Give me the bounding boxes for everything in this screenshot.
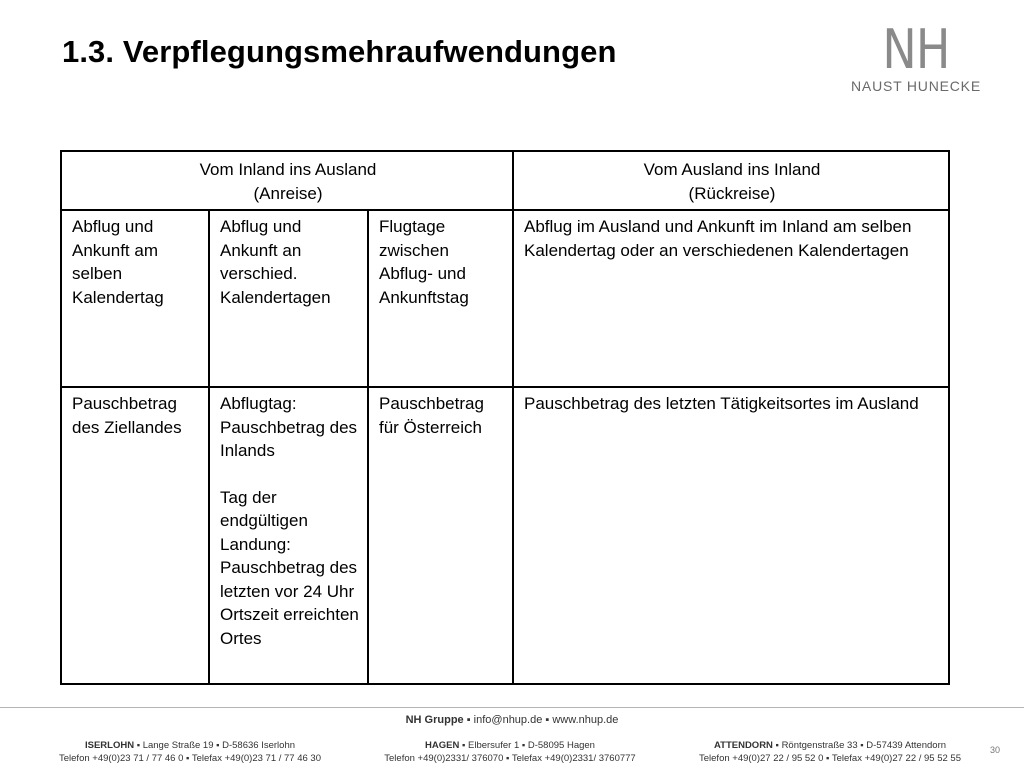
table-row — [61, 210, 949, 387]
table-cell: Pauschbetrag des letzten Tätigkeitsortes im Ausland — [513, 387, 949, 684]
table-cell: Pauschbetrag für Österreich — [368, 387, 513, 684]
header-outbound: Vom Inland ins Ausland (Anreise) — [61, 151, 513, 210]
footer-location-attendorn: ATTENDORN ▪ Röntgenstraße 33 ▪ D-57439 Attendorn Telefon +49(0)27 22 / 95 52 0 ▪ Telefax +49(0)27 22 / 95 52 55 — [699, 740, 961, 764]
table-cell: Flugtage zwischen Abflug- und Ankunftstag — [368, 210, 513, 387]
cell-text-landing: Tag der endgültigen Landung: Pauschbetrag des letzten vor 24 Uhr Ortszeit erreichten Ortes — [220, 487, 359, 648]
header-return: Vom Ausland ins Inland (Rückreise) — [513, 151, 949, 210]
table-cell: Abflug im Ausland und Ankunft im Inland am selben Kalendertag oder an verschiedenen Kalendertagen — [513, 210, 949, 387]
logo-name: NAUST HUNECKE — [851, 78, 981, 94]
cell-text-departure: Abflugtag: Pauschbetrag des Inlands — [220, 394, 358, 460]
table-cell — [209, 387, 368, 684]
footer-location-iserlohn: ISERLOHN ▪ Lange Straße 19 ▪ D-58636 Iserlohn Telefon +49(0)23 71 / 77 46 0 ▪ Telefax +49(0)23 71 / 77 46 30 — [59, 740, 321, 764]
table-row — [61, 387, 949, 684]
table-cell: Abflug und Ankunft an verschied. Kalendertagen — [209, 210, 368, 387]
footer-location-hagen: HAGEN ▪ Elbersufer 1 ▪ D-58095 Hagen Telefon +49(0)2331/ 376070 ▪ Telefax +49(0)2331/ 3760777 — [384, 740, 636, 764]
table-cell: Abflug und Ankunft am selben Kalendertag — [61, 210, 209, 387]
table-header-row — [61, 151, 949, 210]
company-logo — [836, 18, 996, 102]
meal-allowance-table — [60, 150, 950, 685]
page-title: 1.3. Verpflegungsmehraufwendungen — [62, 34, 617, 69]
footer-divider — [0, 707, 1024, 708]
footer-contact: NH Gruppe ▪ info@nhup.de ▪ www.nhup.de — [405, 714, 619, 726]
table-cell: Pauschbetrag des Ziellandes — [61, 387, 209, 684]
logo-mark: NH — [882, 18, 950, 81]
page-number: 30 — [990, 745, 1001, 755]
